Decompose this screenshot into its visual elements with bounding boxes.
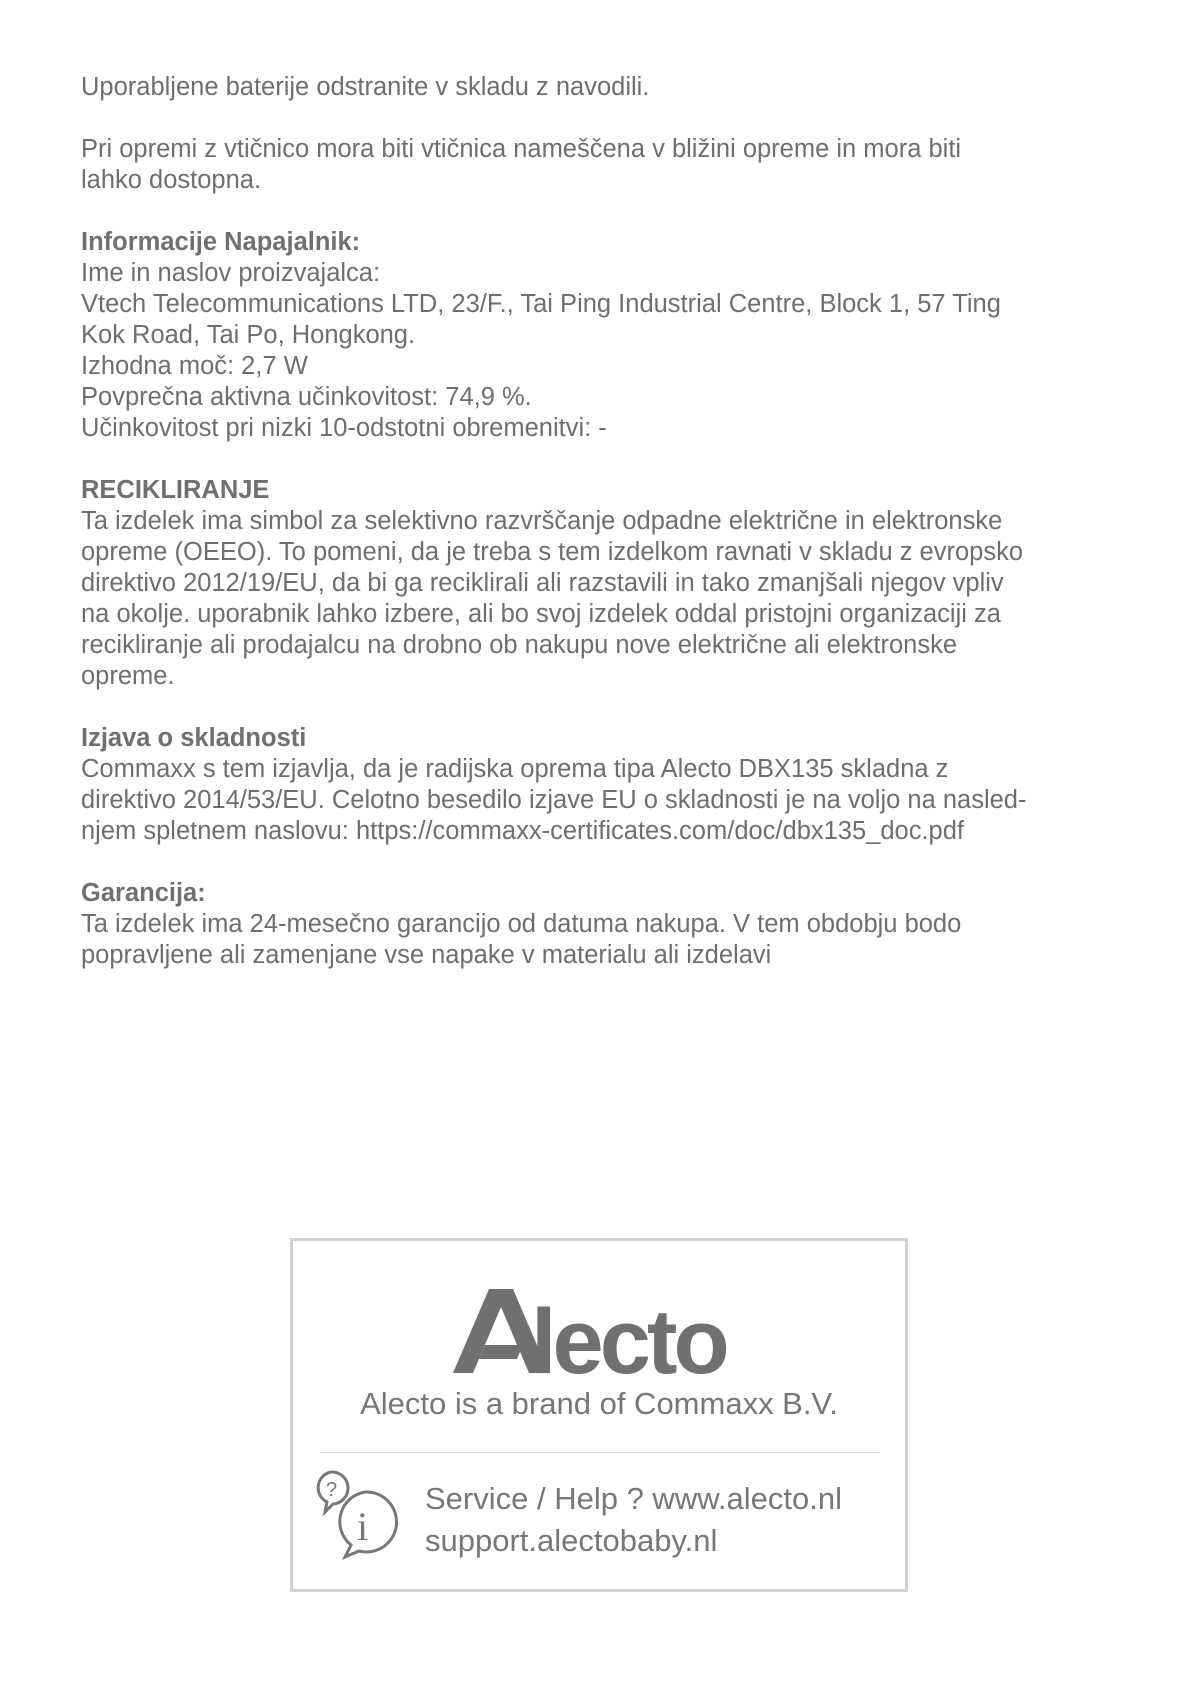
support-link[interactable]: support.alectobaby.nl bbox=[425, 1523, 718, 1558]
help-info-icon bbox=[313, 1466, 405, 1560]
brand-tagline: Alecto is a brand of Commaxx B.V. bbox=[360, 1386, 838, 1421]
paragraph-socket-outlet bbox=[81, 134, 1121, 196]
section-heading: Informacije Napajalnik: bbox=[81, 228, 361, 256]
text-line: lahko dostopna. bbox=[81, 166, 262, 194]
text-line: Pri opremi z vtičnico mora biti vtičnica nameščena v bližini opreme in mora biti bbox=[81, 135, 962, 163]
text-line: recikliranje ali prodajalcu na drobno ob nakupu nove električne ali elektronske bbox=[81, 631, 958, 659]
alecto-logo bbox=[293, 1281, 905, 1381]
text-line: na okolje. uporabnik lahko izbere, ali bo svoj izdelek oddal pristojni organizaciji za bbox=[81, 600, 1001, 628]
section-declaration-of-conformity bbox=[81, 723, 1121, 847]
section-heading: RECIKLIRANJE bbox=[81, 476, 270, 504]
divider bbox=[320, 1452, 880, 1453]
text-line: Ta izdelek ima 24-mesečno garancijo od datuma nakupa. V tem obdobju bodo bbox=[81, 910, 962, 938]
text-line: Izhodna moč: 2,7 W bbox=[81, 352, 308, 380]
text-line: Povprečna aktivna učinkovitost: 74,9 %. bbox=[81, 383, 532, 411]
section-warranty bbox=[81, 878, 1121, 971]
text-line: njem spletnem naslovu: https://commaxx-certificates.com/doc/dbx135_doc.pdf bbox=[81, 817, 964, 845]
text-line: Uporabljene baterije odstranite v skladu z navodili. bbox=[81, 73, 650, 101]
text-line: Vtech Telecommunications LTD, 23/F., Tai Ping Industrial Centre, Block 1, 57 Ting bbox=[81, 290, 1001, 318]
section-power-adapter-info bbox=[81, 227, 1121, 444]
paragraph-battery-disposal bbox=[81, 72, 1121, 103]
text-line: Ta izdelek ima simbol za selektivno razvrščanje odpadne električne in elektronske bbox=[81, 507, 1003, 535]
text-line: Učinkovitost pri nizki 10-odstotni obremenitvi: - bbox=[81, 414, 607, 442]
service-contact bbox=[425, 1478, 842, 1562]
svg-text:lecto: lecto bbox=[531, 1291, 726, 1381]
text-line: popravljene ali zamenjane vse napake v materialu ali izdelavi bbox=[81, 941, 772, 969]
section-heading: Izjava o skladnosti bbox=[81, 724, 307, 752]
text-line: direktivo 2014/53/EU. Celotno besedilo izjave EU o skladnosti je na voljo na nasled- bbox=[81, 786, 1027, 814]
text-line: opreme (OEEO). To pomeni, da je treba s tem izdelkom ravnati v skladu z evropsko bbox=[81, 538, 1024, 566]
text-line: Ime in naslov proizvajalca: bbox=[81, 259, 381, 287]
text-line: Commaxx s tem izjavlja, da je radijska oprema tipa Alecto DBX135 skladna z bbox=[81, 755, 949, 783]
section-recycling bbox=[81, 475, 1121, 692]
brand-info-box bbox=[290, 1238, 908, 1592]
text-line: opreme. bbox=[81, 662, 175, 690]
svg-text:i: i bbox=[357, 1504, 369, 1549]
text-line: direktivo 2012/19/EU, da bi ga reciklirali ali razstavili in tako zmanjšali njegov vpliv bbox=[81, 569, 1004, 597]
svg-text:?: ? bbox=[326, 1479, 338, 1501]
service-help-link[interactable]: Service / Help ? www.alecto.nl bbox=[425, 1481, 842, 1516]
text-line: Kok Road, Tai Po, Hongkong. bbox=[81, 321, 416, 349]
section-heading: Garancija: bbox=[81, 879, 206, 907]
document-body bbox=[81, 72, 1121, 1002]
